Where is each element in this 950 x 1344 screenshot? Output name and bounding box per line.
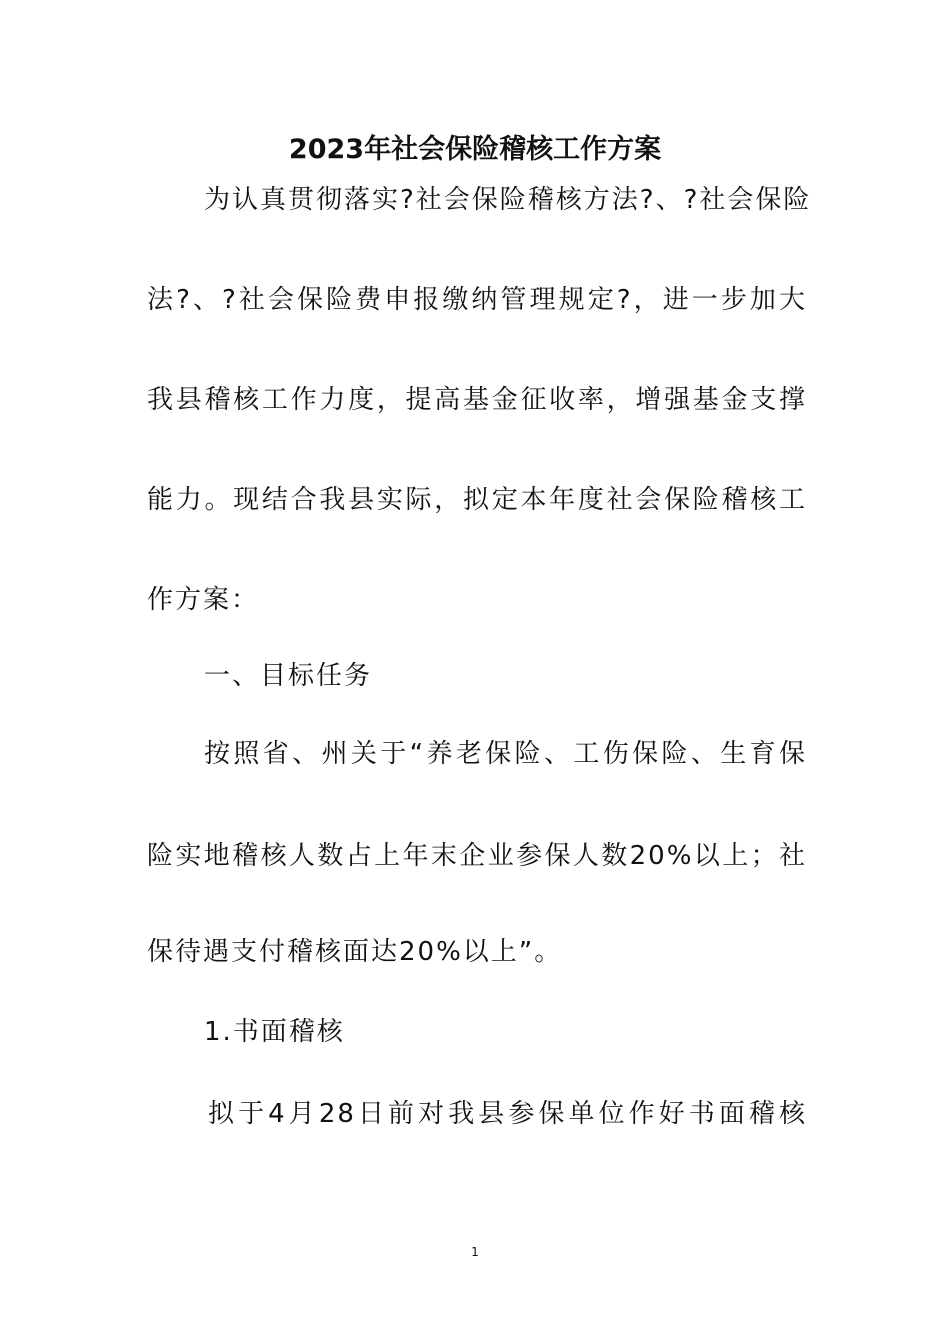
paragraph-line: 为认真贯彻落实?社会保险稽核方法?、?社会保险 (204, 185, 812, 215)
paragraph-line: 按照省、州关于“养老保险、工伤保险、生育保 (204, 739, 807, 769)
paragraph-line: 保待遇支付稽核面达20%以上”。 (147, 937, 563, 967)
page-number: 1 (471, 1245, 479, 1259)
paragraph-line: 法?、?社会保险费申报缴纳管理规定?，进一步加大 (147, 285, 807, 315)
section-heading: 一、目标任务 (204, 661, 373, 691)
paragraph-line: 我县稽核工作力度，提高基金征收率，增强基金支撑 (147, 385, 807, 415)
document-title: 2023年社会保险稽核工作方案 (288, 134, 662, 165)
paragraph-line: 能力。现结合我县实际，拟定本年度社会保险稽核工 (147, 485, 807, 515)
paragraph-line: 险实地稽核人数占上年末企业参保人数20%以上；社 (147, 841, 807, 871)
paragraph-line: 拟于4月28日前对我县参保单位作好书面稽核 (208, 1099, 807, 1129)
paragraph-line: 作方案： (147, 585, 260, 615)
subsection-heading: 1.书面稽核 (204, 1017, 345, 1047)
